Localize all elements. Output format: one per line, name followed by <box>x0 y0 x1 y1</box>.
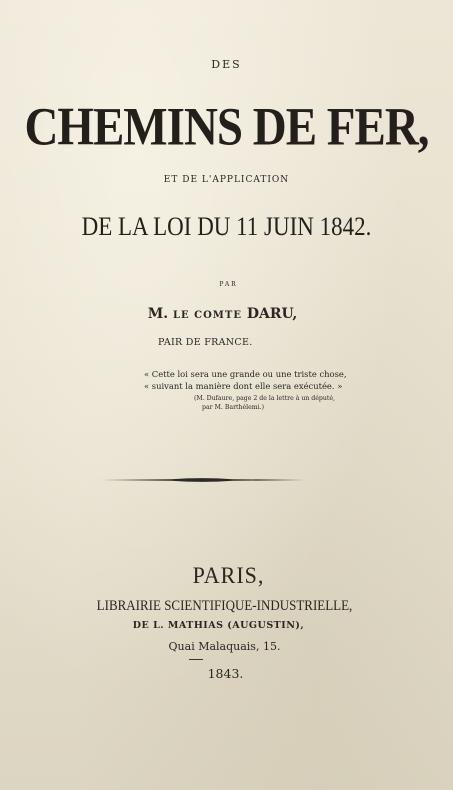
imprint-publisher: LIBRAIRIE SCIENTIFIQUE-INDUSTRIELLE, <box>96 597 353 614</box>
short-rule <box>189 659 203 660</box>
author-line <box>0 306 449 322</box>
imprint-address: Quai Malaquais, 15. <box>168 640 281 653</box>
ornamental-rule <box>101 475 304 485</box>
attribution-line-2: par M. Barthélemi.) <box>202 404 265 411</box>
author-prefix: M. <box>147 306 169 322</box>
imprint-year: 1843. <box>207 666 244 681</box>
epigraph-line-2: « suivant la manière dont elle sera exécutée. » <box>144 381 343 391</box>
epigraph-line-1: « Cette loi sera une grande ou une triste chose, <box>144 369 347 379</box>
author-middle: LE COMTE <box>173 310 242 321</box>
main-title: CHEMINS DE FER, <box>24 97 429 157</box>
subtitle-large: DE LA LOI DU 11 JUIN 1842. <box>81 212 372 241</box>
subtitle-small: ET DE L'APPLICATION <box>163 175 290 185</box>
epigraph-attribution <box>194 394 335 412</box>
epigraph <box>144 368 347 392</box>
imprint-publisher-line-2: DE L. MATHIAS (AUGUSTIN), <box>132 620 305 631</box>
author-title: PAIR DE FRANCE. <box>158 337 253 348</box>
imprint-city: PARIS, <box>192 562 265 589</box>
attribution-line-1: (M. Dufaure, page 2 de la lettre à un député, <box>194 395 335 402</box>
par-label: PAR <box>219 281 238 288</box>
heading-des: DES <box>211 58 242 71</box>
author-name: DARU, <box>246 306 298 322</box>
